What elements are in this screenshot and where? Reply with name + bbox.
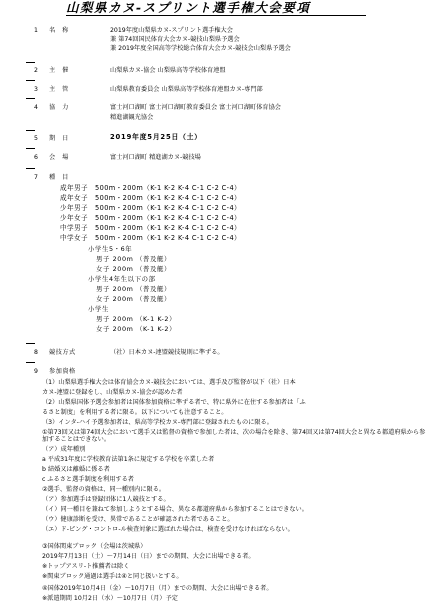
section-3-line: 山梨県教育委員会 山梨県高等学校体育連盟カヌ-専門部 — [110, 86, 263, 93]
event-spec: 500m・200m（K-1 K-2 K-4 C-1 C-2 C-4） — [95, 234, 242, 242]
eligibility-line: ①第73回又は第74回大会において選手又は監督の資格で参加した者は、次の場合を除き、第74回又は第74回大会と異なる都道府県から参加することはできない。 — [42, 429, 426, 443]
section-2-number: 2 — [34, 67, 38, 74]
elementary-row: 男子 200m （普及艇） — [96, 285, 172, 293]
event-row — [60, 204, 241, 213]
eligibility-line: るさと制度」を利用する者に限る。以下についても注意すること。 — [42, 409, 228, 416]
eligibility-line: ②選手、監督の資格は、同一種別内に限る。 — [42, 486, 166, 493]
section-4-label: 協 力 — [49, 104, 71, 111]
title-underline — [66, 15, 366, 16]
elementary-group-head: 小学生5・6年 — [88, 245, 133, 253]
section-4-number: 4 — [34, 104, 38, 111]
section-5-number: 5 — [34, 135, 38, 142]
elementary-group-head: 小学生 — [88, 305, 109, 313]
event-class: 少年男子 — [60, 204, 88, 212]
eligibility-line: （ア）参加選手は登録団体に1人競技とする。 — [42, 496, 170, 503]
section-6-line: 富士河口湖町 精進湖カヌ-競技場 — [110, 154, 201, 161]
section-5-date: 2019年度5月25日（土） — [110, 133, 202, 141]
section-divider — [26, 343, 35, 344]
eligibility-line: （1）山梨県選手権大会は体育協会カヌ-競技会においては、選手及び監督が以下（社）日本 — [42, 379, 296, 386]
event-class: 成年男子 — [60, 184, 88, 192]
section-divider — [26, 168, 35, 169]
section-divider — [26, 80, 35, 81]
eligibility-line: b 結婚又は離婚に係る者 — [42, 466, 110, 473]
section-divider — [26, 148, 35, 149]
elementary-row: 女子 200m （普及艇） — [96, 295, 172, 303]
eligibility-line: カヌ-連盟に登録をし、山梨県カヌ-協会が認めた者 — [42, 389, 183, 396]
section-2-label: 主 催 — [49, 67, 71, 74]
section-6-label: 会 場 — [49, 154, 71, 161]
section-1-number: 1 — [34, 27, 38, 34]
section-8-label: 競技方式 — [49, 349, 76, 356]
section-6-number: 6 — [34, 154, 38, 161]
section-1-line-1: 2019年度山梨県カヌ-スプリント選手権大会 — [110, 27, 233, 34]
section-4-line-1: 富士河口湖町 富士河口湖町教育委員会 富士河口湖町体育協会 — [110, 104, 281, 111]
section-1-label: 名 称 — [49, 27, 71, 34]
event-spec: 500m・200m（K-1 K-2 K-4 C-1 C-2 C-4） — [95, 224, 242, 232]
section-9-number: 9 — [34, 368, 38, 375]
section-divider — [26, 130, 35, 131]
section-8-line: （社）日本カヌ-連盟競技規則に準ずる。 — [110, 349, 224, 356]
eligibility-line: （エ）ド-ピング・コントロ-ル検査対象に選ばれた場合は、検査を受けなければならない。 — [42, 526, 294, 533]
section-divider — [26, 98, 35, 99]
section-7-number: 7 — [34, 174, 38, 181]
eligibility-line: c ふるさと選手制度を利用する者 — [42, 476, 134, 483]
elementary-row: 男子 200m （K-1 K-2） — [96, 315, 177, 323]
section-9-label: 参加資格 — [49, 368, 76, 375]
section-divider — [26, 362, 35, 363]
event-row — [60, 194, 241, 203]
eligibility-line: ③国体関東ブロック（会場は茨城県） — [42, 543, 147, 550]
section-4-line-2: 精進湖観光協会 — [110, 114, 154, 121]
elementary-row: 女子 200m （普及艇） — [96, 265, 172, 273]
eligibility-line: ※トップアスリ-ト推薦者は除く — [42, 563, 130, 570]
section-8-number: 8 — [34, 349, 38, 356]
eligibility-line: a 平成31年度に学校教育法第1条に規定する学校を卒業した者 — [42, 456, 215, 463]
section-1-line-3: 兼 2019年度全国高等学校総合体育大会カヌ-競技会山梨県予選会 — [110, 45, 291, 52]
section-7-label: 種 目 — [49, 174, 71, 181]
event-class: 中学男子 — [60, 224, 88, 232]
event-spec: 500m・200m（K-1 K-2 K-4 C-1 C-2 C-4） — [95, 194, 242, 202]
elementary-group-head: 小学生4年生以下の部 — [88, 275, 156, 283]
section-divider — [26, 62, 35, 63]
section-2-line: 山梨県カヌ-協会 山梨県高等学校体育連盟 — [110, 67, 226, 74]
event-spec: 500m・200m（K-1 K-2 K-4 C-1 C-2 C-4） — [95, 184, 242, 192]
event-class: 少年女子 — [60, 214, 88, 222]
eligibility-line: （3）インタ-ハイ予選参加者は、県高等学校カヌ-専門部に登録されたものに限る。 — [42, 419, 273, 426]
eligibility-line: （ウ）健康診断を受け、異常であることが確認された者であること。 — [42, 516, 234, 523]
event-row — [60, 184, 241, 193]
eligibility-line: 2019年7月13日（土）～7月14日（日）までの期間、大会に出場できる者。 — [42, 553, 255, 560]
event-class: 中学女子 — [60, 234, 88, 242]
eligibility-line: ④国体2019年10月4日（金）～10月7日（月）までの期間、大会に出場できる者。 — [42, 585, 273, 592]
event-row — [60, 214, 241, 223]
event-row — [60, 234, 241, 243]
eligibility-line: ※派遣期間 10月2日（水）～10月7日（月）予定 — [42, 595, 178, 602]
elementary-row: 男子 200m （普及艇） — [96, 255, 172, 263]
elementary-row: 女子 200m （K-1 K-2） — [96, 325, 177, 333]
event-row — [60, 224, 241, 233]
section-1-line-2: 兼 第74回国民体育大会カヌ-競技山梨県予選会 — [110, 36, 240, 43]
event-class: 成年女子 — [60, 194, 88, 202]
section-3-number: 3 — [34, 86, 38, 93]
eligibility-line: （ア）成年種別 — [42, 446, 86, 453]
section-3-label: 主 管 — [49, 86, 71, 93]
eligibility-line: （イ）同一種目を兼ねて参加しようとする場合、異なる都道府県から参加することはできない。 — [42, 506, 308, 513]
page-title: 山梨県カヌ-スプリント選手権大会要項 — [66, 0, 311, 15]
section-5-label: 期 日 — [49, 135, 71, 142]
eligibility-line: ※関東ブロック通過は選手は④と同じ扱いとする。 — [42, 573, 183, 580]
event-spec: 500m・200m（K-1 K-2 K-4 C-1 C-2 C-4） — [95, 204, 242, 212]
event-spec: 500m・200m（K-1 K-2 K-4 C-1 C-2 C-4） — [95, 214, 242, 222]
eligibility-line: （2）山梨県国体予選会参加者は国体参加資格に準ずる者で、特に県外に在住する参加者は「ふ — [42, 399, 306, 406]
